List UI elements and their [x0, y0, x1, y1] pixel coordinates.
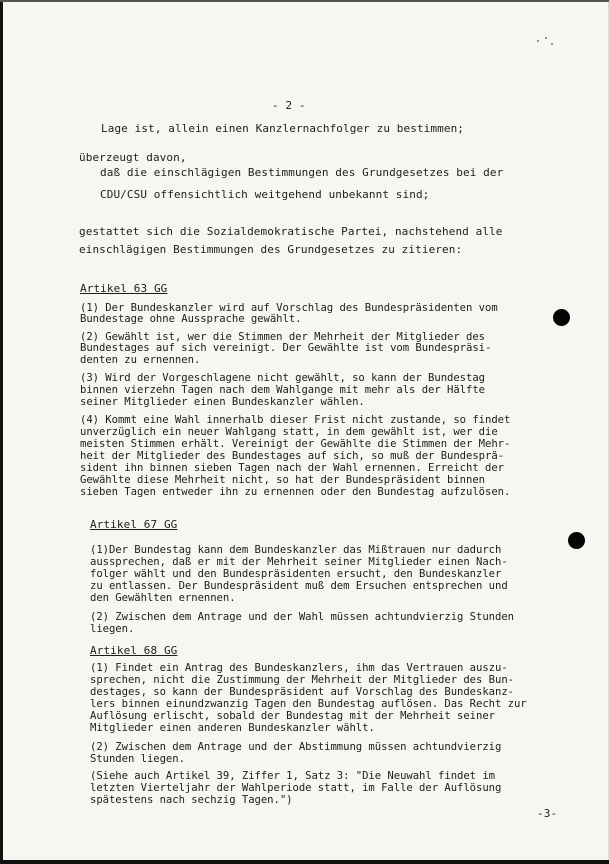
article-67-line: folger wählt und den Bundespräsidenten ersucht, den Bundeskanzler — [90, 568, 502, 580]
article-67-heading: Artikel 67 GG — [90, 518, 178, 531]
article-67-line: (2) Zwischen dem Antrage und der Wahl müssen achtundvierzig Stunden — [90, 611, 514, 623]
article-63-line: binnen vierzehn Tagen nach dem Wahlgange mit mehr als der Hälfte — [80, 384, 485, 396]
article-68-line: sprechen, nicht die Zustimmung der Mehrheit der Mitglieder des Bun- — [90, 674, 514, 686]
article-63-line: denten zu ernennen. — [80, 354, 201, 366]
intro-line: Lage ist, allein einen Kanzlernachfolger zu bestimmen; — [101, 122, 465, 135]
article-68-line: lers binnen einundzwanzig Tagen den Bundestag auflösen. Das Recht zur — [90, 698, 527, 710]
article-68-line: (Siehe auch Artikel 39, Ziffer 1, Satz 3: "Die Neuwahl findet im — [90, 770, 495, 782]
article-63-line: sieben Tagen entweder ihn zu ernennen oder den Bundestag aufzulösen. — [80, 486, 511, 498]
intro-line: überzeugt davon, — [79, 151, 187, 164]
article-67-line: zu entlassen. Der Bundespräsident muß dem Ersuchen entsprechen und — [90, 580, 508, 592]
article-63-line: (2) Gewählt ist, wer die Stimmen der Mehrheit der Mitglieder des — [80, 331, 485, 343]
intro-line: gestattet sich die Sozialdemokratische Partei, nachstehend alle — [79, 225, 503, 238]
article-68-line: (1) Findet ein Antrag des Bundeskanzlers, ihm das Vertrauen auszu- — [90, 662, 508, 674]
next-page-marker: -3- — [537, 807, 558, 820]
article-68-line: destages, so kann der Bundespräsident auf Vorschlag des Bundeskanz- — [90, 686, 514, 698]
article-63-line: Bundestage ohne Aussprache gewählt. — [80, 313, 302, 325]
article-63-line: meisten Stimmen erhält. Vereinigt der Gewählte die Stimmen der Mehr- — [80, 438, 511, 450]
article-63-line: (4) Kommt eine Wahl innerhalb dieser Frist nicht zustande, so findet — [80, 414, 511, 426]
article-63-line: seiner Mitglieder einen Bundeskanzler wählen. — [80, 396, 365, 408]
article-63-heading: Artikel 63 GG — [80, 282, 168, 295]
article-68-heading: Artikel 68 GG — [90, 644, 178, 657]
article-67-line: aussprechen, daß er mit der Mehrheit seiner Mitglieder einen Nach- — [90, 556, 508, 568]
article-67-line: liegen. — [90, 623, 135, 635]
article-63-line: heit der Mitglieder des Bundestages auf sich, so muß der Bundesprä- — [80, 450, 504, 462]
article-63-line: unverzüglich ein neuer Wahlgang statt, in dem gewählt ist, wer die — [80, 426, 498, 438]
article-68-line: Mitglieder einen anderen Bundeskanzler wählt. — [90, 722, 375, 734]
article-68-line: Stunden liegen. — [90, 753, 185, 765]
intro-line: CDU/CSU offensichtlich weitgehend unbekannt sind; — [100, 188, 430, 201]
intro-line: einschlägigen Bestimmungen des Grundgesetzes zu zitieren: — [79, 243, 463, 256]
article-68-line: letzten Vierteljahr der Wahlperiode statt, im Falle der Auflösung — [90, 782, 502, 794]
intro-line: daß die einschlägigen Bestimmungen des Grundgesetzes bei der — [100, 166, 504, 179]
article-67-line: den Gewählten ernennen. — [90, 592, 236, 604]
article-63-line: sident ihn binnen sieben Tagen nach der Wahl ernennen. Erreicht der — [80, 462, 504, 474]
article-67-line: (1)Der Bundestag kann dem Bundeskanzler das Mißtrauen nur dadurch — [90, 544, 502, 556]
article-68-line: Auflösung erlischt, sobald der Bundestag mit der Mehrheit seiner — [90, 710, 495, 722]
article-63-line: (3) Wird der Vorgeschlagene nicht gewählt, so kann der Bundestag — [80, 372, 485, 384]
page-number: - 2 - — [272, 99, 306, 112]
article-63-line: Bundestages auf sich vereinigt. Der Gewählte ist vom Bundespräsi- — [80, 342, 492, 354]
article-63-line: Gewählte diese Mehrheit nicht, so hat der Bundespräsident binnen — [80, 474, 485, 486]
article-68-line: (2) Zwischen dem Antrage und der Abstimmung müssen achtundvierzig — [90, 741, 502, 753]
article-63-line: (1) Der Bundeskanzler wird auf Vorschlag des Bundespräsidenten vom — [80, 302, 498, 314]
article-68-line: spätestens nach sechzig Tagen.") — [90, 794, 293, 806]
